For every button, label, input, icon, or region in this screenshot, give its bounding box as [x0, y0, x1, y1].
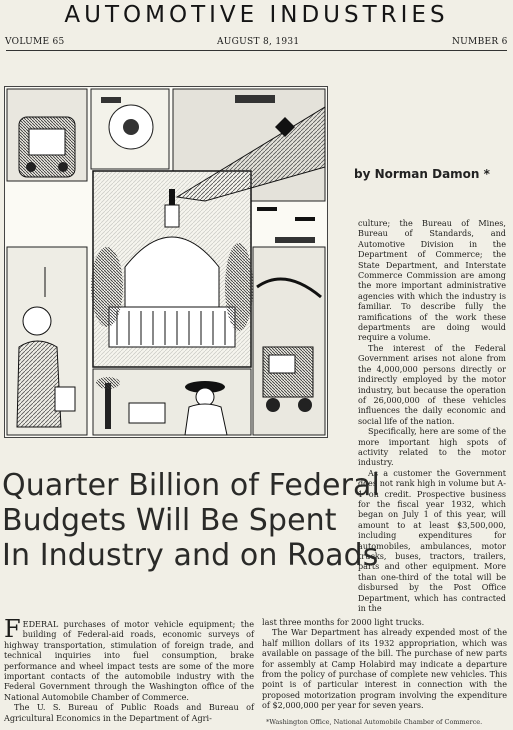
- paragraph: [4, 615, 254, 702]
- volume-label: VOLUME 65: [5, 37, 65, 47]
- left-column: [4, 615, 254, 723]
- headline-line: Budgets Will Be Spent: [2, 503, 337, 538]
- right-column: [358, 218, 506, 613]
- drop-cap: F: [4, 615, 21, 643]
- headline-line: Quarter Billion of Federal: [2, 468, 380, 503]
- bottom-column: [262, 617, 507, 711]
- collage-art: [5, 87, 327, 437]
- byline: by Norman Damon *: [354, 167, 490, 181]
- paragraph-text: EDERAL purchases of motor vehicle equipment; the building of Federal-aid roads, economic surveys of highway transportation, stimulation of foreign trade, and technical inquiries into fuel consumption, brake performance and wheel impact tests are some of the more important contacts of the automobile industry with the Federal Government through the Washington office of the National Automobile Chamber of Commerce.: [4, 619, 254, 702]
- header-rule: [6, 50, 507, 51]
- masthead: AUTOMOTIVE INDUSTRIES: [64, 2, 449, 28]
- issue-date: AUGUST 8, 1931: [217, 37, 300, 47]
- footnote: *Washington Office, National Automobile Chamber of Commerce.: [266, 718, 483, 726]
- paragraph: The interest of the Federal Government arises not alone from the 4,000,000 persons directly or indirectly employed by the motor industry, but because the operation of 26,000,000 of these vehicles influences the daily economic and social life of the nation.: [358, 342, 506, 426]
- article-headline: [2, 468, 380, 573]
- issue-number: NUMBER 6: [452, 37, 508, 47]
- paragraph: Specifically, here are some of the more important high spots of activity related to the motor industry.: [358, 426, 506, 468]
- headline-line: In Industry and on Roads: [2, 538, 379, 573]
- paragraph: The War Department has already expended most of the half million dollars of its 1932 appropriation, which was available on passage of the bill. The purchase of new parts for assembly at Camp Holabird may indicate a departure from the policy of purchase of complete new vehicles. This point is of particular interest in connection with the proposed motorization program involving the expenditure of $2,000,000 per year for seven years.: [262, 627, 507, 711]
- illustration-collage: [4, 86, 328, 438]
- paragraph: The U. S. Bureau of Public Roads and Bureau of Agricultural Economics in the Department of Agri-: [4, 702, 254, 723]
- paragraph: last three months for 2000 light trucks.: [262, 617, 425, 627]
- paragraph: As a customer the Government does not rank high in volume but A-1 on credit. Prospective business for the fiscal year 1932, which began on July 1 of this year, will amount to at least $3,500,000, including expenditures for automobiles, ambulances, motor trucks, buses, tractors, trailers, parts and other equipment. More than one-third of the total will be disbursed by the Post Office Department, which has contracted in the: [358, 467, 506, 614]
- paragraph: culture; the Bureau of Mines, Bureau of Standards, and Automotive Division in the Department of Commerce; the State Department, and Interstate Commerce Commission are among the more important administrative agencies with which the industry is familiar. To describe fully the ramifications of the work these departments are doing would require a volume.: [358, 218, 506, 343]
